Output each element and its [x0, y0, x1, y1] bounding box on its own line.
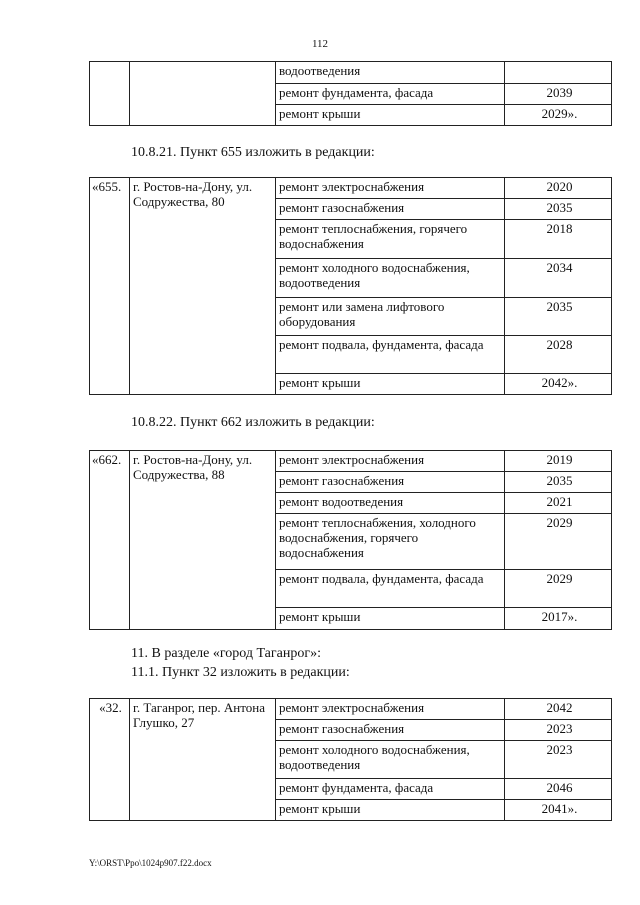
- document-path-footer: Y:\ORST\Ppo\1024p907.f22.docx: [89, 858, 212, 868]
- work-year: 2020: [505, 178, 612, 199]
- work-type: водоотведения: [276, 62, 505, 84]
- table-item-655: [89, 177, 612, 395]
- work-type: ремонт газоснабжения: [276, 472, 505, 493]
- work-year: 2035: [505, 199, 612, 220]
- item-number: «655.: [90, 178, 130, 395]
- work-year: 2023: [505, 720, 612, 741]
- work-type: ремонт холодного водоснабжения, водоотведения: [276, 741, 505, 779]
- item-address: г. Ростов-на-Дону, ул. Содружества, 88: [130, 451, 276, 630]
- paragraph-11: 11. В разделе «город Таганрог»:: [131, 646, 321, 661]
- table-item-32: [89, 698, 612, 821]
- work-year: 2029: [505, 570, 612, 608]
- work-year: 2029».: [505, 105, 612, 126]
- work-type: ремонт подвала, фундамента, фасада: [276, 570, 505, 608]
- item-number: «32.: [90, 699, 130, 821]
- work-year: 2035: [505, 472, 612, 493]
- item-number: [90, 62, 130, 126]
- table-row: [90, 451, 612, 472]
- work-type: ремонт фундамента, фасада: [276, 84, 505, 105]
- work-year: 2041».: [505, 800, 612, 821]
- work-year: 2019: [505, 451, 612, 472]
- table-row: [90, 699, 612, 720]
- table-item-662: [89, 450, 612, 630]
- work-year: 2042: [505, 699, 612, 720]
- work-type: ремонт подвала, фундамента, фасада: [276, 336, 505, 374]
- work-year: 2046: [505, 779, 612, 800]
- work-year: 2021: [505, 493, 612, 514]
- work-year: 2023: [505, 741, 612, 779]
- table-continuation: [89, 61, 612, 126]
- work-type: ремонт водоотведения: [276, 493, 505, 514]
- work-type: ремонт фундамента, фасада: [276, 779, 505, 800]
- paragraph-11-1: 11.1. Пункт 32 изложить в редакции:: [131, 665, 350, 680]
- work-type: ремонт газоснабжения: [276, 199, 505, 220]
- work-year: 2029: [505, 514, 612, 570]
- work-year: 2028: [505, 336, 612, 374]
- work-type: ремонт холодного водоснабжения, водоотведения: [276, 259, 505, 298]
- work-type: ремонт электроснабжения: [276, 699, 505, 720]
- work-year: 2034: [505, 259, 612, 298]
- work-type: ремонт газоснабжения: [276, 720, 505, 741]
- work-year: [505, 62, 612, 84]
- table-row: [90, 62, 612, 84]
- item-number: «662.: [90, 451, 130, 630]
- paragraph-10-8-22: 10.8.22. Пункт 662 изложить в редакции:: [131, 415, 375, 430]
- work-type: ремонт крыши: [276, 105, 505, 126]
- work-type: ремонт крыши: [276, 800, 505, 821]
- work-year: 2039: [505, 84, 612, 105]
- work-type: ремонт крыши: [276, 374, 505, 395]
- work-type: ремонт или замена лифтового оборудования: [276, 298, 505, 336]
- table-row: [90, 178, 612, 199]
- item-address: г. Таганрог, пер. Антона Глушко, 27: [130, 699, 276, 821]
- page-number: 112: [311, 38, 329, 50]
- paragraph-10-8-21: 10.8.21. Пункт 655 изложить в редакции:: [131, 145, 375, 160]
- work-type: ремонт электроснабжения: [276, 451, 505, 472]
- work-year: 2042».: [505, 374, 612, 395]
- work-type: ремонт теплоснабжения, горячего водоснабжения: [276, 220, 505, 259]
- work-year: 2035: [505, 298, 612, 336]
- item-address: [130, 62, 276, 126]
- work-type: ремонт электроснабжения: [276, 178, 505, 199]
- work-type: ремонт крыши: [276, 608, 505, 630]
- work-year: 2018: [505, 220, 612, 259]
- work-year: 2017».: [505, 608, 612, 630]
- work-type: ремонт теплоснабжения, холодного водоснабжения, горячего водоснабжения: [276, 514, 505, 570]
- item-address: г. Ростов-на-Дону, ул. Содружества, 80: [130, 178, 276, 395]
